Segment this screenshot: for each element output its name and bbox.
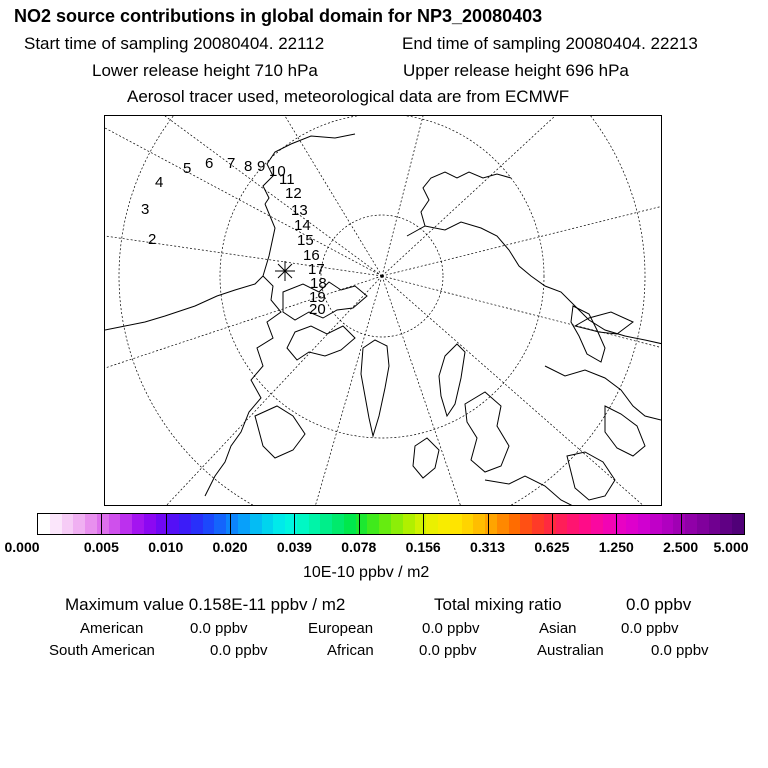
track-label: 12: [285, 185, 302, 202]
coastline-siberia: [407, 222, 662, 344]
colorbar-segment: [297, 514, 309, 534]
colorbar-segment: [732, 514, 744, 534]
colorbar-segment: [579, 514, 591, 534]
region-value-asian: 0.0 ppbv: [621, 620, 679, 637]
track-label: 15: [297, 232, 314, 249]
colorbar-segment: [203, 514, 215, 534]
upper-height-label: Upper release height 696 hPa: [403, 61, 629, 80]
colorbar-segment: [73, 514, 85, 534]
colorbar-segment: [567, 514, 579, 534]
max-value-label: Maximum value 0.158E-11 ppbv / m2: [65, 595, 346, 614]
colorbar-segment: [273, 514, 285, 534]
meridian-line: [382, 116, 555, 276]
colorbar-tick-label: 0.039: [276, 539, 312, 555]
colorbar-segment: [520, 514, 532, 534]
coastline-east-asia: [545, 366, 661, 420]
colorbar-segment: [62, 514, 74, 534]
coastline-greenland: [361, 340, 389, 436]
region-value-south-american: 0.0 ppbv: [210, 642, 268, 659]
colorbar-segment: [320, 514, 332, 534]
colorbar-segment: [603, 514, 615, 534]
coastline-alaska: [205, 276, 281, 496]
colorbar-segment: [709, 514, 721, 534]
meridian-line: [382, 276, 662, 348]
colorbar-tick-label: 0.078: [341, 539, 377, 555]
colorbar-segment: [309, 514, 321, 534]
colorbar-segment: [591, 514, 603, 534]
track-label: 4: [155, 174, 164, 191]
colorbar-segment: [156, 514, 168, 534]
colorbar-segment: [238, 514, 250, 534]
colorbar-tick-label: 0.313: [470, 539, 506, 555]
colorbar-segment: [462, 514, 474, 534]
track-label: 3: [141, 201, 150, 218]
colorbar-segment: [450, 514, 462, 534]
map-canvas: [105, 116, 662, 506]
colorbar-segment: [697, 514, 709, 534]
meridian-line: [382, 116, 423, 276]
colorbar-segment: [344, 514, 356, 534]
colorbar-segment: [497, 514, 509, 534]
coastline-north-america: [105, 204, 275, 330]
track-label: 5: [183, 160, 192, 177]
end-time-label: End time of sampling 20080404. 22213: [402, 34, 698, 53]
coastline-europe: [465, 392, 509, 472]
colorbar: [37, 513, 745, 535]
track-label: 10: [269, 163, 286, 180]
colorbar-segment: [532, 514, 544, 534]
colorbar-segment: [485, 514, 497, 534]
colorbar-segment: [97, 514, 109, 534]
region-name-asian: Asian: [539, 620, 577, 637]
coastline-mediterranean: [485, 476, 575, 506]
colorbar-segment: [638, 514, 650, 534]
region-value-european: 0.0 ppbv: [422, 620, 480, 637]
colorbar-segment: [285, 514, 297, 534]
colorbar-segment: [379, 514, 391, 534]
colorbar-segment: [650, 514, 662, 534]
region-name-australian: Australian: [537, 642, 604, 659]
meridian-line: [382, 206, 662, 276]
region-value-australian: 0.0 ppbv: [651, 642, 709, 659]
colorbar-segment: [426, 514, 438, 534]
colorbar-segment: [403, 514, 415, 534]
latitude-circle-outer: [119, 116, 645, 506]
colorbar-segment: [473, 514, 485, 534]
colorbar-segment: [438, 514, 450, 534]
colorbar-segment: [262, 514, 274, 534]
track-label: 9: [257, 158, 266, 175]
colorbar-segment: [685, 514, 697, 534]
aerosol-label: Aerosol tracer used, meteorological data are from ECMWF: [127, 87, 570, 106]
track-label: 6: [205, 155, 214, 172]
region-name-american: American: [80, 620, 144, 637]
coastline-siberia-north: [421, 172, 511, 226]
colorbar-segment: [132, 514, 144, 534]
colorbar-tick-label: 0.010: [148, 539, 184, 555]
coastline-southeast: [605, 406, 645, 456]
total-mixing-label: Total mixing ratio: [434, 595, 562, 614]
colorbar-segment: [662, 514, 674, 534]
coastline-hudson: [255, 406, 305, 458]
track-label: 14: [294, 217, 311, 234]
colorbar-segment: [673, 514, 685, 534]
colorbar-segment: [615, 514, 627, 534]
colorbar-tick-label: 1.250: [598, 539, 634, 555]
track-label: 13: [291, 202, 308, 219]
colorbar-segment: [415, 514, 427, 534]
track-label: 2: [148, 231, 157, 248]
meridian-line: [105, 236, 382, 276]
colorbar-units: 10E-10 ppbv / m2: [303, 564, 430, 581]
colorbar-segment: [191, 514, 203, 534]
coastlines: [105, 134, 662, 506]
asterisk-source-icon: [275, 261, 295, 281]
colorbar-segment: [332, 514, 344, 534]
track-label: 16: [303, 247, 320, 264]
colorbar-segment: [214, 514, 226, 534]
colorbar-tick-label: 0.625: [534, 539, 570, 555]
lower-height-label: Lower release height 710 hPa: [92, 61, 318, 80]
colorbar-segment: [720, 514, 732, 534]
colorbar-tick-label: 0.020: [212, 539, 248, 555]
colorbar-segment: [626, 514, 638, 534]
colorbar-segment: [250, 514, 262, 534]
region-name-south-american: South American: [49, 642, 155, 659]
colorbar-segment: [556, 514, 568, 534]
track-label: 19: [309, 289, 326, 306]
colorbar-segment: [85, 514, 97, 534]
track-label: 11: [279, 171, 295, 188]
track-label: 8: [244, 158, 253, 175]
colorbar-tick-label: 0.000: [4, 539, 40, 555]
colorbar-segment: [391, 514, 403, 534]
track-label: 20: [309, 301, 326, 318]
coastline-arctic-islands-2: [287, 326, 355, 360]
colorbar-tick-label: 0.005: [83, 539, 119, 555]
colorbar-segment: [367, 514, 379, 534]
track-label: 18: [310, 275, 327, 292]
colorbar-segment: [38, 514, 50, 534]
colorbar-segment: [109, 514, 121, 534]
coastline-japan: [571, 306, 605, 362]
region-name-african: African: [327, 642, 374, 659]
page-title: NO2 source contributions in global domain for NP3_20080403: [14, 6, 543, 26]
colorbar-segment: [544, 514, 556, 534]
total-mixing-value: 0.0 ppbv: [626, 595, 692, 614]
colorbar-segment: [356, 514, 368, 534]
region-value-african: 0.0 ppbv: [419, 642, 477, 659]
region-value-american: 0.0 ppbv: [190, 620, 248, 637]
colorbar-tick-label: 5.000: [713, 539, 749, 555]
region-name-european: European: [308, 620, 374, 637]
trajectory-track-labels: [141, 155, 327, 318]
colorbar-segment: [226, 514, 238, 534]
colorbar-tick-label: 0.156: [405, 539, 441, 555]
colorbar-tick-label: 2.500: [663, 539, 699, 555]
colorbar-segment: [120, 514, 132, 534]
colorbar-segment: [179, 514, 191, 534]
colorbar-segment: [167, 514, 179, 534]
colorbar-segment: [509, 514, 521, 534]
coastline-europe-west: [413, 438, 439, 478]
track-label: 7: [227, 155, 236, 172]
polar-map: [104, 115, 662, 506]
start-time-label: Start time of sampling 20080404. 22112: [24, 34, 325, 53]
track-label: 17: [308, 261, 325, 278]
coastline-scandinavia: [439, 344, 465, 416]
colorbar-segment: [50, 514, 62, 534]
meridian-line: [165, 276, 382, 506]
colorbar-segment: [144, 514, 156, 534]
meridian-line: [165, 116, 382, 276]
